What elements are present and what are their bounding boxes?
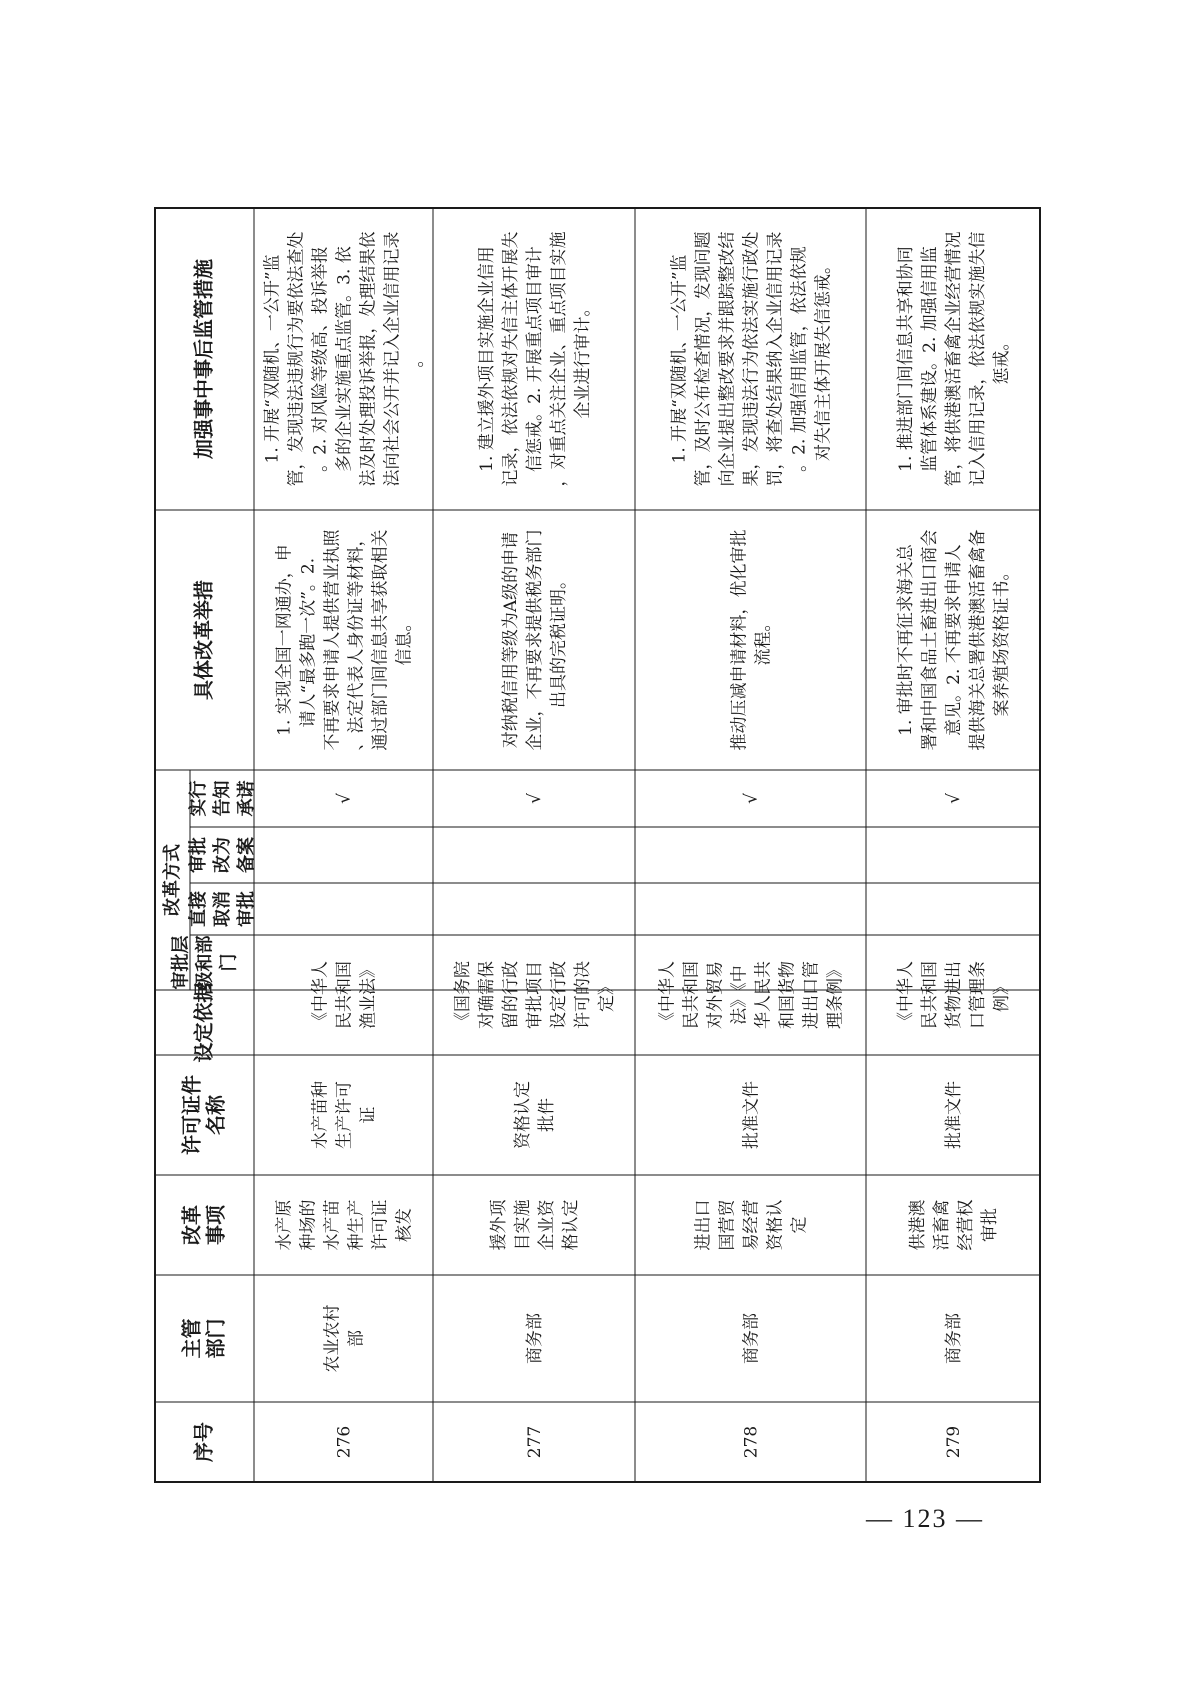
row-277-license: 资格认定 批件 xyxy=(513,1081,557,1149)
row-279-dept: 商务部 xyxy=(944,1313,964,1364)
row-277-mark: √ xyxy=(525,793,545,804)
header-level: 审批层 级和部 门 xyxy=(170,935,240,990)
row-277-supervision: 1. 建立援外项目实施企业信用 记录，依法依规对失信主体开展失 信惩戒。2. 开展重点项目审计 ，对重点关注企业、重点项目实施 企业进行审计。 xyxy=(477,231,593,487)
row-279-mark: √ xyxy=(944,793,964,804)
row-277-dept: 商务部 xyxy=(525,1313,545,1364)
row-279-item: 供港澳 活畜禽 经营权 审批 xyxy=(908,1199,1000,1251)
row-277-seq: 277 xyxy=(525,1425,545,1459)
row-277-measures: 对纳税信用等级为A级的申请 企业，不再要求提供税务部门 出具的完税证明。 xyxy=(501,529,569,751)
header-method: 改革方式 xyxy=(162,844,183,916)
row-279-supervision: 1. 推进部门间信息共享和协同 监管体系建设。2. 加强信用监 管，将供港澳活畜禽企业经营情况 记入信用记录，依法依规实施失信 惩戒。 xyxy=(896,231,1012,487)
row-279-measures: 1. 审批时不再征求海关总 署和中国食品土畜进出口商会 意见。2. 不再要求申请人 提供海关总署供港澳活畜禽备 案养殖场资格证书。 xyxy=(896,529,1012,751)
header-supervision: 加强事中事后监管措施 xyxy=(191,259,216,459)
row-276-dept: 农业农村 部 xyxy=(322,1304,367,1373)
reform-table xyxy=(155,208,1040,1482)
row-278-mark: √ xyxy=(741,793,762,804)
row-276-license: 水产苗种 生产许可 证 xyxy=(310,1081,379,1149)
row-277-item: 援外项 目实施 企业资 格认定 xyxy=(489,1199,581,1251)
row-279-seq: 279 xyxy=(944,1425,964,1459)
row-278-item: 进出口 国营贸 易经营 资格认 定 xyxy=(693,1199,810,1251)
row-276-supervision: 1. 开展“双随机、一公开”监 管，发现违法违规行为要依法查处 。2. 对风险等级高、投诉举报 多的企业实施重点监管。3. 依 法及时处理投诉举报，处理结果依 法向社会公开并记入企业信用记录 。 xyxy=(262,231,427,487)
header-dept: 主管部门 xyxy=(179,1318,228,1359)
row-278-measures: 推动压减申请材料，优化审批 流程。 xyxy=(729,529,774,751)
row-278-license: 批准文件 xyxy=(741,1081,762,1149)
row-276-item: 水产原 种场的 水产苗 种生产 许可证 核发 xyxy=(274,1199,415,1251)
row-276-basis: 《中华人 民共和国 渔业法》 xyxy=(310,961,379,1029)
header-seq: 序号 xyxy=(191,1422,216,1462)
row-279-license: 批准文件 xyxy=(944,1081,964,1149)
row-276-seq: 276 xyxy=(334,1425,355,1459)
page-number: — 123 — xyxy=(866,1504,984,1533)
header-m2: 审批 改为 备案 xyxy=(188,837,257,873)
header-measures: 具体改革举措 xyxy=(191,580,216,700)
header-m3: 实行 告知 承诺 xyxy=(188,780,257,817)
row-279-basis: 《中华人 民共和国 货物进出 口管理条 例》 xyxy=(896,961,1012,1029)
row-278-dept: 商务部 xyxy=(741,1313,762,1364)
row-278-seq: 278 xyxy=(741,1425,762,1459)
header-basis: 设定依据 xyxy=(191,982,216,1063)
row-278-supervision: 1. 开展“双随机、一公开”监 管，及时公布检查情况，发现问题 向企业提出整改要求并跟踪整改结 果，发现违法行为依法实施行政处 罚，将查处结果纳入企业信用记录 。2. 加强信用监管，依法依规 对失信主体开展失信惩戒。 xyxy=(669,231,834,487)
row-276-measures: 1. 实现全国一网通办，申 请人“最多跑一次”。2. 不再要求申请人提供营业执照 、法定代表人身份证等材料， 通过部门间信息共享获取相关 信息。 xyxy=(274,529,415,751)
header-item: 改革事项 xyxy=(179,1205,228,1245)
row-277-basis: 《国务院 对确需保 留的行政 审批项目 设定行政 许可的决 定》 xyxy=(453,961,617,1029)
row-276-mark: √ xyxy=(334,793,355,804)
header-license: 许可证件名称 xyxy=(179,1075,228,1155)
header-m1: 直接 取消 审批 xyxy=(188,891,257,927)
row-278-basis: 《中华人 民共和国 对外贸易 法》《中 华人民共 和国货物 进出口管 理条例》 xyxy=(657,961,846,1029)
